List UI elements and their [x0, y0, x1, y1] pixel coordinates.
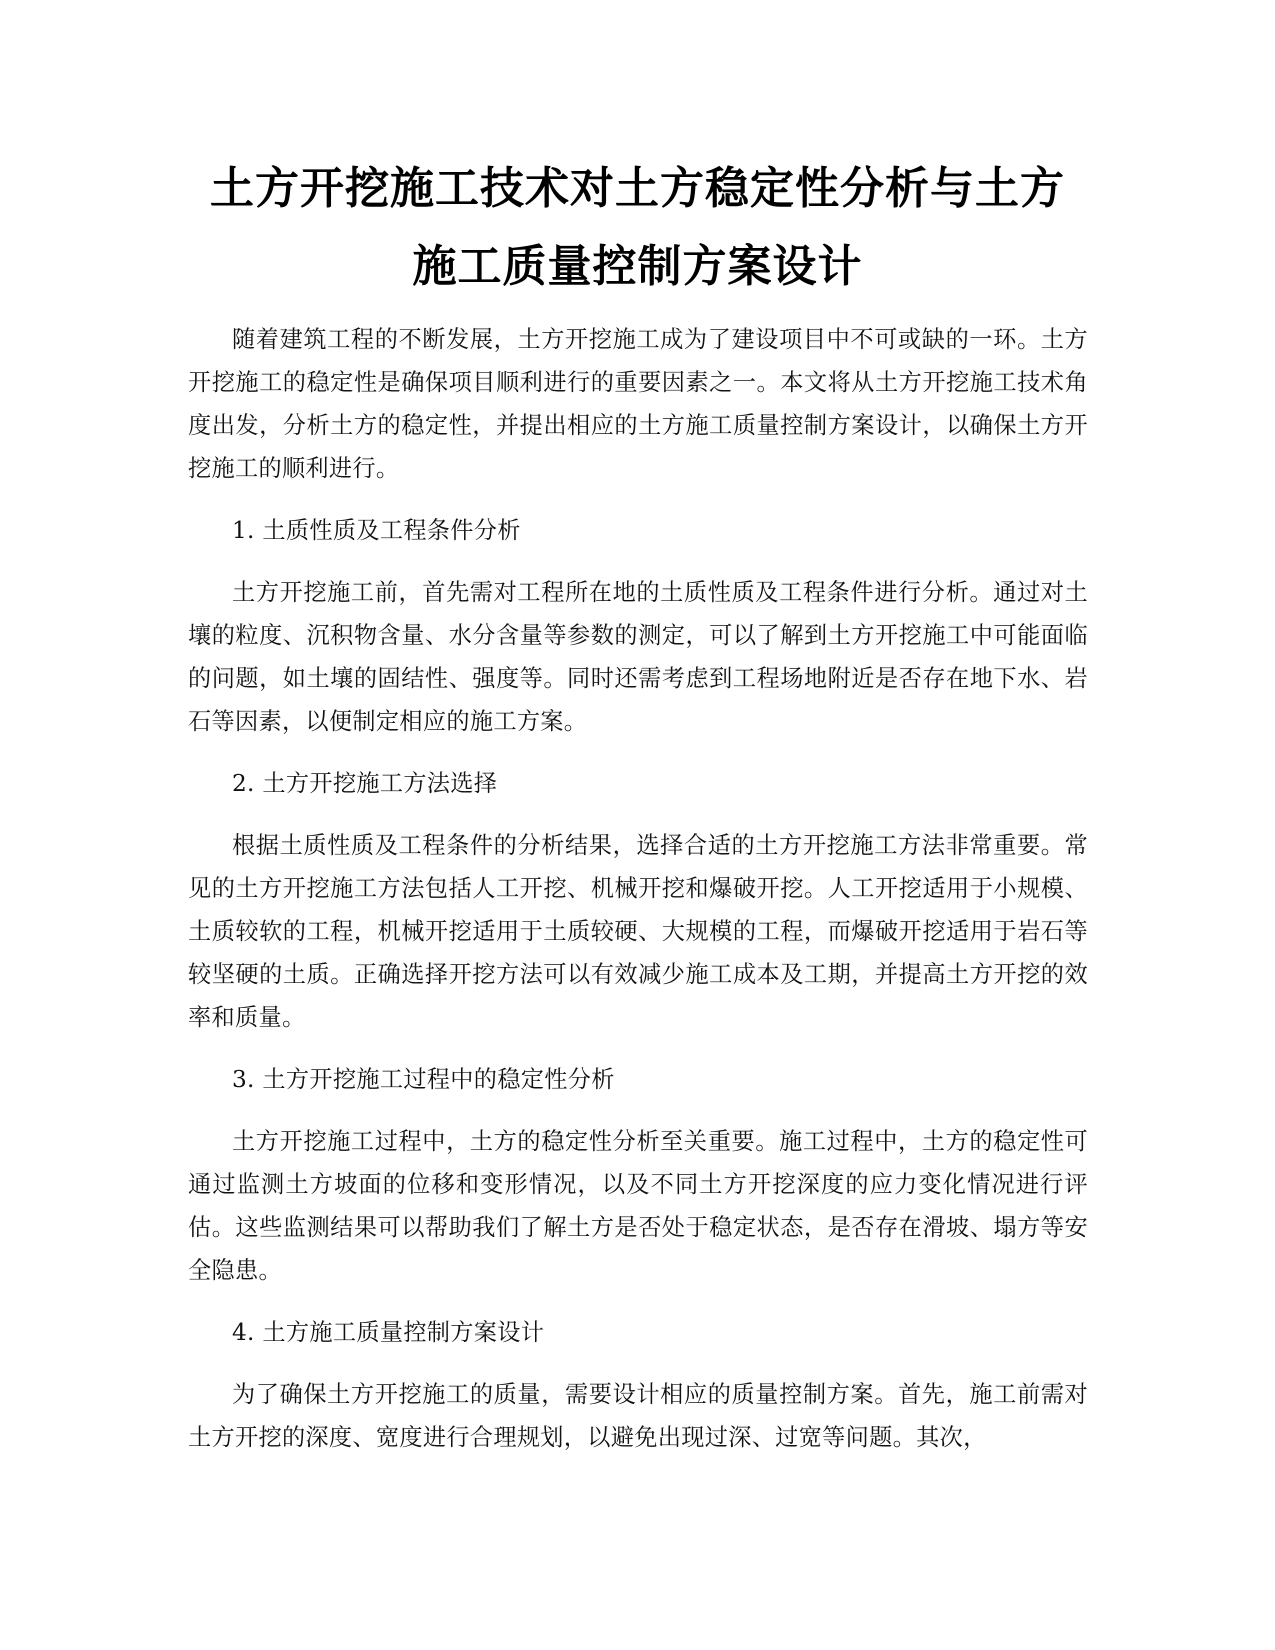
section-heading-3: 3. 土方开挖施工过程中的稳定性分析 — [232, 1066, 615, 1093]
section-paragraph-3: 土方开挖施工过程中，土方的稳定性分析至关重要。施工过程中，土方的稳定性可通过监测土方坡面的位移和变形情况，以及不同土方开挖深度的应力变化情况进行评估。这些监测结果可以帮助我们了解土方是否处于稳定状态，是否存在滑坡、塌方等安全隐患。 — [188, 1128, 1088, 1284]
section-heading-1: 1. 土质性质及工程条件分析 — [232, 517, 521, 544]
section-paragraph-1: 土方开挖施工前，首先需对工程所在地的土质性质及工程条件进行分析。通过对土壤的粒度、沉积物含量、水分含量等参数的测定，可以了解到土方开挖施工中可能面临的问题，如土壤的固结性、强度等。同时还需考虑到工程场地附近是否存在地下水、岩石等因素，以便制定相应的施工方案。 — [188, 579, 1088, 735]
document-title — [160, 150, 1115, 306]
intro-paragraph: 随着建筑工程的不断发展，土方开挖施工成为了建设项目中不可或缺的一环。土方开挖施工的稳定性是确保项目顺利进行的重要因素之一。本文将从土方开挖施工技术角度出发，分析土方的稳定性，并提出相应的土方施工质量控制方案设计，以确保土方开挖施工的顺利进行。 — [188, 326, 1088, 482]
section-heading-4: 4. 土方施工质量控制方案设计 — [232, 1319, 545, 1346]
document-body — [188, 318, 1088, 1478]
section-paragraph-4: 为了确保土方开挖施工的质量，需要设计相应的质量控制方案。首先，施工前需对土方开挖的深度、宽度进行合理规划，以避免出现过深、过宽等问题。其次， — [188, 1381, 1088, 1451]
title-line-2: 施工质量控制方案设计 — [412, 241, 863, 292]
section-heading-2: 2. 土方开挖施工方法选择 — [232, 770, 498, 797]
title-line-1: 土方开挖施工技术对土方稳定性分析与土方 — [210, 163, 1065, 214]
section-paragraph-2: 根据土质性质及工程条件的分析结果，选择合适的土方开挖施工方法非常重要。常见的土方开挖施工方法包括人工开挖、机械开挖和爆破开挖。人工开挖适用于小规模、土质较软的工程，机械开挖适用于土质较硬、大规模的工程，而爆破开挖适用于岩石等较坚硬的土质。正确选择开挖方法可以有效减少施工成本及工期，并提高土方开挖的效率和质量。 — [188, 832, 1088, 1031]
